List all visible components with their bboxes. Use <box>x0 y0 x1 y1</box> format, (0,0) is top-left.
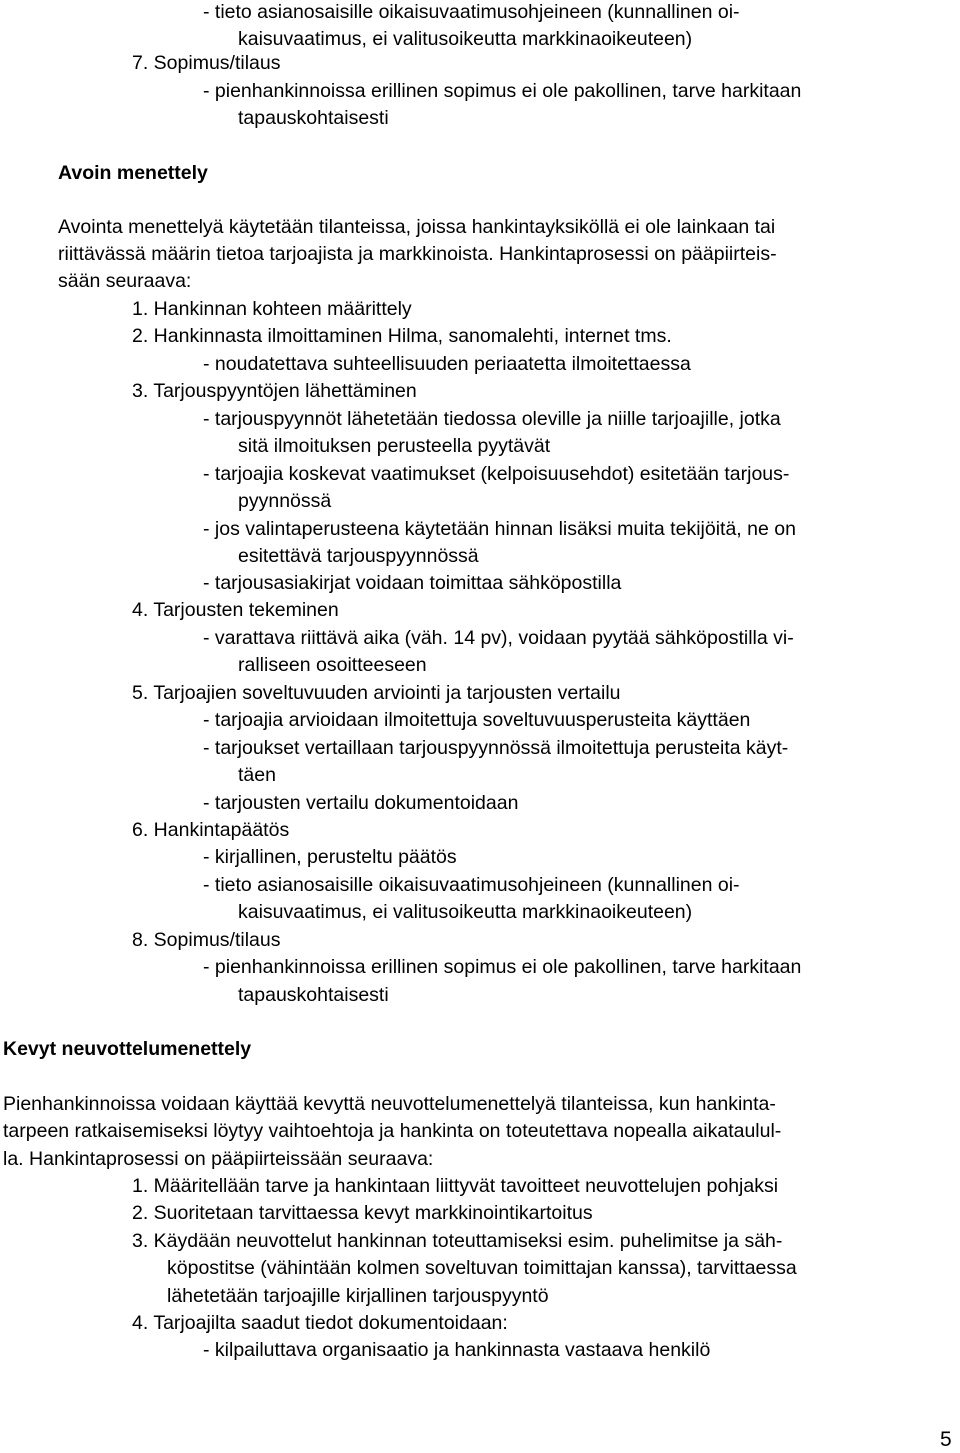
paragraph-line: Pienhankinnoissa voidaan käyttää kevyttä neuvottelumenettelyä tilanteissa, kun hankinta- <box>3 1093 776 1115</box>
sub-item-continuation: ralliseen osoitteeseen <box>238 654 427 676</box>
sub-item: - kirjallinen, perusteltu päätös <box>203 846 457 868</box>
sub-item: - tieto asianosaisille oikaisuvaatimusohjeineen (kunnallinen oi- <box>203 874 740 896</box>
list-item: 4. Tarjousten tekeminen <box>132 599 339 621</box>
text-line: - pienhankinnoissa erillinen sopimus ei ole pakollinen, tarve harkitaan <box>203 80 802 102</box>
list-item: 2. Suoritetaan tarvittaessa kevyt markkinointikartoitus <box>132 1202 593 1224</box>
paragraph-line: Avointa menettelyä käytetään tilanteissa, joissa hankintayksiköllä ei ole lainkaan tai <box>58 216 776 238</box>
list-item: 1. Hankinnan kohteen määrittely <box>132 298 412 320</box>
paragraph-line: sään seuraava: <box>58 270 192 292</box>
sub-item-continuation: esitettävä tarjouspyynnössä <box>238 545 479 567</box>
list-item: 3. Käydään neuvottelut hankinnan toteuttamiseksi esim. puhelimitse ja säh- <box>132 1230 783 1252</box>
text-line: tapauskohtaisesti <box>238 107 389 129</box>
sub-item: - tarjouspyynnöt lähetetään tiedossa oleville ja niille tarjoajille, jotka <box>203 408 781 430</box>
sub-item: - tarjoukset vertaillaan tarjouspyynnössä ilmoitettuja perusteita käyt- <box>203 737 789 759</box>
text-line: kaisuvaatimus, ei valitusoikeutta markkinaoikeuteen) <box>238 28 693 50</box>
list-item: 2. Hankinnasta ilmoittaminen Hilma, sanomalehti, internet tms. <box>132 325 672 347</box>
list-item-number: 7. Sopimus/tilaus <box>132 52 281 74</box>
list-item: 4. Tarjoajilta saadut tiedot dokumentoidaan: <box>132 1312 508 1334</box>
list-item: 5. Tarjoajien soveltuvuuden arviointi ja tarjousten vertailu <box>132 682 621 704</box>
paragraph-line: tarpeen ratkaisemiseksi löytyy vaihtoehtoja ja hankinta on toteutettava nopealla aikataulul- <box>3 1120 782 1142</box>
paragraph-line: riittävässä määrin tietoa tarjoajista ja markkinoista. Hankintaprosessi on pääpiirteis- <box>58 243 777 265</box>
sub-item-continuation: kaisuvaatimus, ei valitusoikeutta markkinaoikeuteen) <box>238 901 693 923</box>
sub-item: - pienhankinnoissa erillinen sopimus ei ole pakollinen, tarve harkitaan <box>203 956 802 978</box>
sub-item: - tarjoajia arvioidaan ilmoitettuja soveltuvuusperusteita käyttäen <box>203 709 751 731</box>
list-item: 6. Hankintapäätös <box>132 819 290 841</box>
sub-item-continuation: pyynnössä <box>238 490 332 512</box>
list-item: 3. Tarjouspyyntöjen lähettäminen <box>132 380 417 402</box>
sub-item: - tarjousasiakirjat voidaan toimittaa sähköpostilla <box>203 572 622 594</box>
list-item: 8. Sopimus/tilaus <box>132 929 281 951</box>
sub-item: - varattava riittävä aika (väh. 14 pv), voidaan pyytää sähköpostilla vi- <box>203 627 794 649</box>
sub-item-continuation: sitä ilmoituksen perusteella pyytävät <box>238 435 551 457</box>
sub-item: - tarjoajia koskevat vaatimukset (kelpoisuusehdot) esitetään tarjous- <box>203 463 790 485</box>
sub-item: - tarjousten vertailu dokumentoidaan <box>203 792 519 814</box>
sub-item-continuation: täen <box>238 764 276 786</box>
section-heading-kevyt-neuvottelumenettely: Kevyt neuvottelumenettely <box>3 1038 252 1060</box>
sub-item-continuation: tapauskohtaisesti <box>238 984 389 1006</box>
list-item: 1. Määritellään tarve ja hankintaan liittyvät tavoitteet neuvottelujen pohjaksi <box>132 1175 779 1197</box>
section-heading-avoin-menettely: Avoin menettely <box>58 162 208 184</box>
sub-item: - noudatettava suhteellisuuden periaatetta ilmoitettaessa <box>203 353 691 375</box>
paragraph-line: la. Hankintaprosessi on pääpiirteissään seuraava: <box>3 1148 434 1170</box>
text-line: - tieto asianosaisille oikaisuvaatimusohjeineen (kunnallinen oi- <box>203 1 740 23</box>
sub-item: - kilpailuttava organisaatio ja hankinnasta vastaava henkilö <box>203 1339 711 1361</box>
sub-item: - jos valintaperusteena käytetään hinnan lisäksi muita tekijöitä, ne on <box>203 518 796 540</box>
page-number: 5 <box>940 1428 952 1451</box>
list-item-continuation: köpostitse (vähintään kolmen soveltuvan toimittajan kanssa), tarvittaessa <box>167 1257 797 1279</box>
list-item-continuation: lähetetään tarjoajille kirjallinen tarjouspyyntö <box>167 1285 549 1307</box>
